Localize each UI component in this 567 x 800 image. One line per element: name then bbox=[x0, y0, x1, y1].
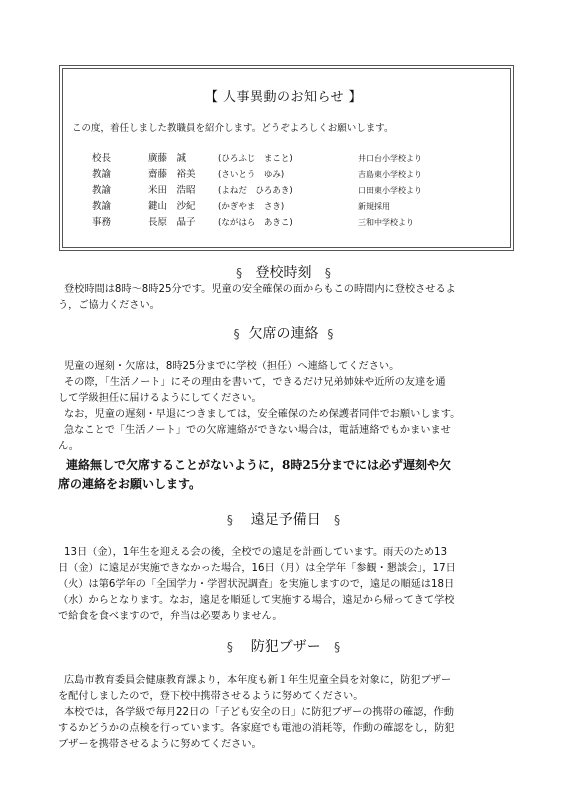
staff-origin: 三和中学校より bbox=[358, 218, 414, 227]
staff-origin: 口田東小学校より bbox=[358, 186, 422, 195]
staff-name: 齋藤 裕美 bbox=[148, 169, 196, 180]
section-body-excursion bbox=[58, 545, 528, 625]
staff-role: 教諭 bbox=[92, 201, 112, 212]
section-title: 欠席の連絡 bbox=[248, 326, 319, 342]
emphasis-line: 連絡無しで欠席することがないように，8時25分までには必ず遅刻や欠 bbox=[66, 458, 452, 472]
staff-role: 校長 bbox=[92, 153, 112, 164]
notice-title: 【 人事異動のお知らせ 】 bbox=[204, 90, 363, 105]
section-title: 遠足予備日 bbox=[250, 512, 321, 528]
staff-kana: (かぎやま さき) bbox=[218, 202, 285, 212]
staff-origin: 吉島東小学校より bbox=[358, 170, 422, 179]
body-line: 登校時間は8時～8時25分です。児童の安全確保の面からもこの時間内に登校させるよ bbox=[64, 284, 456, 295]
body-line: 児童の遅刻・欠席は，8時25分までに学校（担任）へ連絡してください。 bbox=[64, 361, 400, 372]
absence-emphasis bbox=[58, 456, 528, 494]
staff-role: 教諭 bbox=[92, 169, 112, 180]
section-symbol: § bbox=[327, 327, 334, 341]
staff-name: 鍵山 沙紀 bbox=[148, 201, 196, 212]
section-symbol: § bbox=[324, 266, 331, 280]
section-heading-arrival bbox=[0, 262, 567, 282]
section-title: 防犯ブザー bbox=[250, 639, 321, 655]
staff-role: 教諭 bbox=[92, 185, 112, 196]
body-line: で給食を食べますので，弁当は必要ありません。 bbox=[58, 611, 283, 622]
body-line: 13日（金），1年生を迎える会の後，全校での遠足を計画しています。雨天のため13 bbox=[64, 547, 448, 558]
staff-kana: (ながはら あきこ) bbox=[218, 218, 293, 228]
body-line: するかどうかの点検を行っています。各家庭でも電池の消耗等，作動の確認をし，防犯 bbox=[58, 723, 455, 734]
body-line: 本校では，各学級で毎月22日の「子ども安全の日」に防犯ブザーの携帯の確認，作動 bbox=[64, 707, 454, 718]
staff-role: 事務 bbox=[92, 217, 112, 228]
staff-name: 長原 晶子 bbox=[148, 217, 196, 228]
staff-origin: 新規採用 bbox=[358, 202, 390, 211]
section-symbol: § bbox=[226, 640, 233, 654]
staff-origin: 井口台小学校より bbox=[358, 154, 422, 163]
emphasis-line: 席の連絡をお願いします。 bbox=[58, 477, 202, 491]
section-symbol: § bbox=[236, 266, 243, 280]
body-line: 広島市教育委員会健康教育課より，本年度も新１年生児童全員を対象に，防犯ブザー bbox=[64, 675, 452, 686]
section-symbol: § bbox=[233, 327, 240, 341]
body-line: 急なことで「生活ノート」での欠席連絡ができない場合は，電話連絡でもかまいませ bbox=[64, 425, 451, 436]
section-body-absence bbox=[58, 359, 528, 455]
section-symbol: § bbox=[334, 513, 341, 527]
body-line: （水）からとなります。なお，遠足を順延して実施する場合，遠足から帰ってきて学校 bbox=[58, 595, 455, 606]
section-body-arrival bbox=[58, 282, 528, 314]
section-heading-excursion bbox=[0, 509, 567, 529]
body-line: う，ご協力ください。 bbox=[58, 300, 160, 311]
section-body-buzzer bbox=[58, 673, 528, 753]
body-line: 日（金）に遠足が実施できなかった場合，16日（月）は全学年「参観・懇談会」，17日 bbox=[58, 563, 456, 574]
staff-name: 米田 浩昭 bbox=[148, 185, 196, 196]
body-line: ん。 bbox=[58, 441, 79, 452]
section-symbol: § bbox=[226, 513, 233, 527]
body-line: ブザーを携帯させるように努めてください。 bbox=[58, 739, 262, 750]
staff-kana: (よねだ ひろあき) bbox=[218, 186, 293, 196]
body-line: （火）は第6学年の「全国学力・学習状況調査」を実施しますので，遠足の順延は18日 bbox=[58, 579, 455, 590]
staff-name: 廣藤 誠 bbox=[148, 153, 187, 164]
body-line: その際，「生活ノート」にその理由を書いて，できるだけ兄弟姉妹や近所の友達を通 bbox=[64, 377, 446, 388]
body-line: を配付しましたので，登下校中携帯させるように努めてください。 bbox=[58, 691, 364, 702]
section-heading-absence bbox=[0, 323, 567, 343]
section-symbol: § bbox=[334, 640, 341, 654]
staff-kana: (さいとう ゆみ) bbox=[218, 170, 285, 180]
notice-intro: この度，着任しました教職員を紹介します。どうぞよろしくお願いします。 bbox=[72, 123, 394, 134]
staff-kana: (ひろふじ まこと) bbox=[218, 154, 293, 164]
body-line: して学級担任に届けるようにしてください。 bbox=[58, 393, 262, 404]
section-title: 登校時刻 bbox=[255, 265, 312, 281]
section-heading-buzzer bbox=[0, 636, 567, 656]
body-line: なお，児童の遅刻・早退につきましては，安全確保のため保護者同伴でお願いします。 bbox=[64, 409, 461, 420]
